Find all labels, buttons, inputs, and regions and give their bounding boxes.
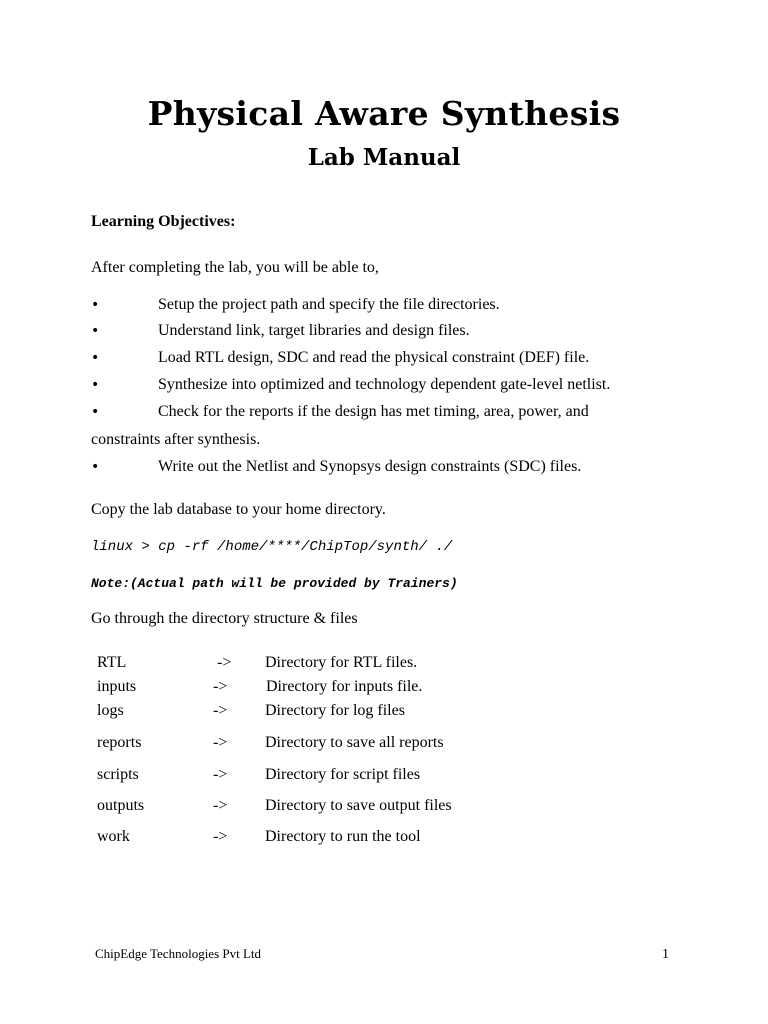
directory-description: Directory to run the tool — [265, 828, 421, 845]
bullet-item: Check for the reports if the design has met timing, area, power, and — [158, 403, 589, 420]
directory-name: logs — [97, 702, 124, 719]
directory-arrow: -> — [213, 797, 228, 814]
objectives-heading: Learning Objectives: — [91, 213, 236, 230]
directory-description: Directory for RTL files. — [265, 654, 418, 671]
bullet-item: Setup the project path and specify the file directories. — [158, 296, 500, 313]
directory-description: Directory to save all reports — [265, 734, 444, 751]
directory-name: RTL — [97, 654, 127, 671]
bullet-item: Write out the Netlist and Synopsys design constraints (SDC) files. — [158, 458, 582, 475]
copy-instruction: Copy the lab database to your home directory. — [91, 501, 386, 518]
directory-arrow: -> — [213, 734, 228, 751]
page-subtitle: Lab Manual — [307, 144, 461, 171]
footer-company: ChipEdge Technologies Pvt Ltd — [95, 946, 262, 961]
directory-arrow: -> — [213, 678, 228, 695]
note-text: Note:(Actual path will be provided by Trainers) — [91, 576, 458, 591]
directory-arrow: -> — [213, 702, 228, 719]
directory-arrow: -> — [213, 766, 228, 783]
directory-description: Directory for script files — [265, 766, 421, 783]
page-title: Physical Aware Synthesis — [147, 94, 621, 133]
bullet-item: Synthesize into optimized and technology dependent gate-level netlist. — [158, 376, 611, 393]
footer-page-number: 1 — [662, 947, 669, 962]
bullet-marker: • — [91, 459, 100, 475]
bullet-marker: • — [91, 404, 100, 420]
directory-name: scripts — [97, 766, 139, 783]
directory-arrow: -> — [217, 654, 232, 671]
bullet-marker: • — [91, 323, 100, 339]
directory-description: Directory for inputs file. — [266, 678, 423, 695]
directory-name: work — [97, 828, 130, 845]
directory-description: Directory to save output files — [265, 797, 452, 814]
directory-description: Directory for log files — [265, 702, 405, 719]
bullet-marker: • — [91, 297, 100, 313]
directory-arrow: -> — [213, 828, 228, 845]
intro-text: After completing the lab, you will be able to, — [91, 259, 379, 276]
bullet-marker: • — [91, 377, 100, 393]
bullet-continuation: constraints after synthesis. — [91, 431, 261, 448]
bullet-marker: • — [91, 350, 100, 366]
directory-name: outputs — [97, 797, 145, 814]
directory-intro: Go through the directory structure & files — [91, 610, 358, 627]
command-line: linux > cp -rf /home/****/ChipTop/synth/ ./ — [91, 539, 453, 555]
bullet-item: Load RTL design, SDC and read the physical constraint (DEF) file. — [158, 349, 590, 366]
bullet-item: Understand link, target libraries and design files. — [158, 322, 470, 339]
directory-name: reports — [97, 734, 142, 751]
directory-name: inputs — [97, 678, 137, 695]
